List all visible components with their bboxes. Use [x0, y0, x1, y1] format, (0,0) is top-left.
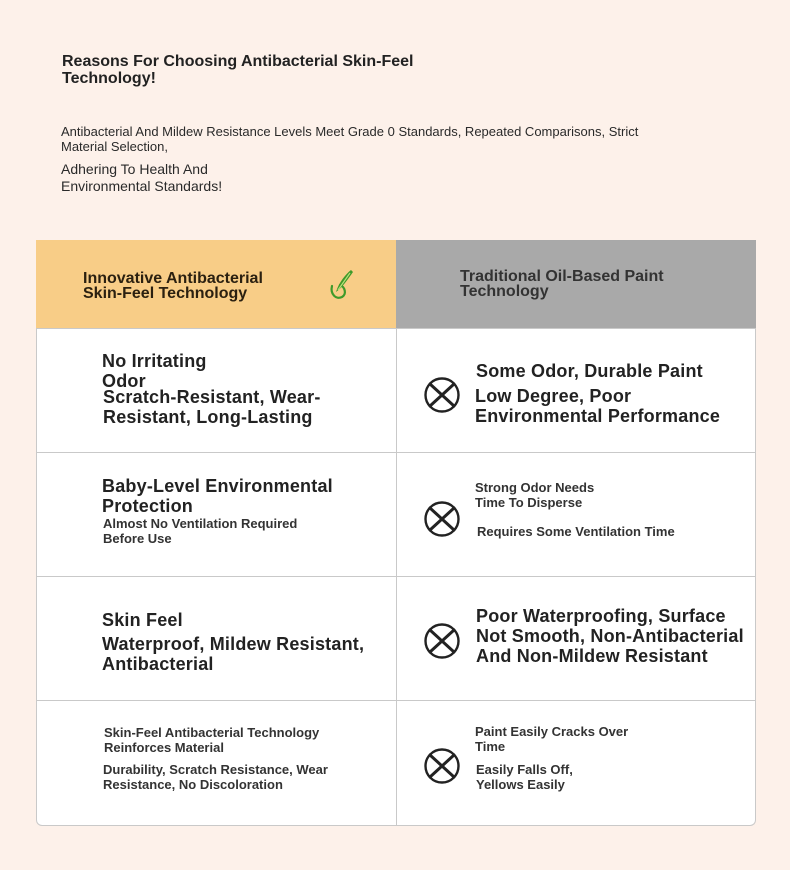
cross-circle-icon: [423, 376, 461, 414]
comparison-row: [37, 452, 755, 577]
traditional-title: Strong Odor Needs Time To Disperse: [475, 480, 595, 510]
innovative-subtitle: Almost No Ventilation Required Before Use: [103, 516, 298, 546]
innovative-cell: [37, 329, 396, 453]
traditional-cell: [397, 453, 755, 577]
innovative-header: [36, 240, 396, 328]
comparison-row: [37, 576, 755, 701]
innovative-cell: [37, 453, 396, 577]
comparison-row: [37, 700, 755, 825]
page-title: Reasons For Choosing Antibacterial Skin-Feel Technology!: [62, 53, 414, 87]
traditional-title: Some Odor, Durable Paint: [476, 361, 703, 381]
traditional-title: Paint Easily Cracks Over Time: [475, 724, 629, 754]
traditional-title: Poor Waterproofing, Surface Not Smooth, Non-Antibacterial And Non-Mildew Resistant: [476, 606, 744, 666]
innovative-header-label: Innovative Antibacterial Skin-Feel Technology: [83, 270, 263, 302]
intro-description: Antibacterial And Mildew Resistance Levels Meet Grade 0 Standards, Repeated Comparisons, Strict Material Selection,: [61, 124, 639, 154]
traditional-cell: [397, 701, 755, 825]
innovative-title: Skin Feel: [102, 610, 183, 630]
cross-circle-icon: [423, 622, 461, 660]
comparison-table: [36, 240, 756, 826]
innovative-cell: [37, 701, 396, 825]
comparison-grid: [36, 328, 756, 826]
innovative-title: Skin-Feel Antibacterial Technology Reinforces Material: [104, 725, 320, 755]
cross-circle-icon: [423, 500, 461, 538]
traditional-cell: [397, 329, 755, 453]
innovative-cell: [37, 577, 396, 701]
intro-tagline: Adhering To Health And Environmental Standards!: [61, 161, 223, 194]
comparison-row: [37, 328, 755, 453]
traditional-subtitle: Requires Some Ventilation Time: [477, 524, 675, 539]
innovative-subtitle: Durability, Scratch Resistance, Wear Resistance, No Discoloration: [103, 762, 328, 792]
traditional-header-label: Traditional Oil-Based Paint Technology: [460, 268, 664, 300]
innovative-title: Baby-Level Environmental Protection: [102, 476, 333, 516]
traditional-subtitle: Easily Falls Off, Yellows Easily: [476, 762, 573, 792]
traditional-cell: [397, 577, 755, 701]
innovative-subtitle: Scratch-Resistant, Wear-Resistant, Long-Lasting: [103, 387, 321, 427]
traditional-header: [396, 240, 756, 328]
leaf-check-icon: [326, 266, 356, 302]
innovative-title: No Irritating Odor: [102, 351, 207, 391]
traditional-subtitle: Low Degree, Poor Environmental Performance: [475, 386, 721, 426]
cross-circle-icon: [423, 747, 461, 785]
innovative-subtitle: Waterproof, Mildew Resistant, Antibacterial: [102, 634, 365, 674]
